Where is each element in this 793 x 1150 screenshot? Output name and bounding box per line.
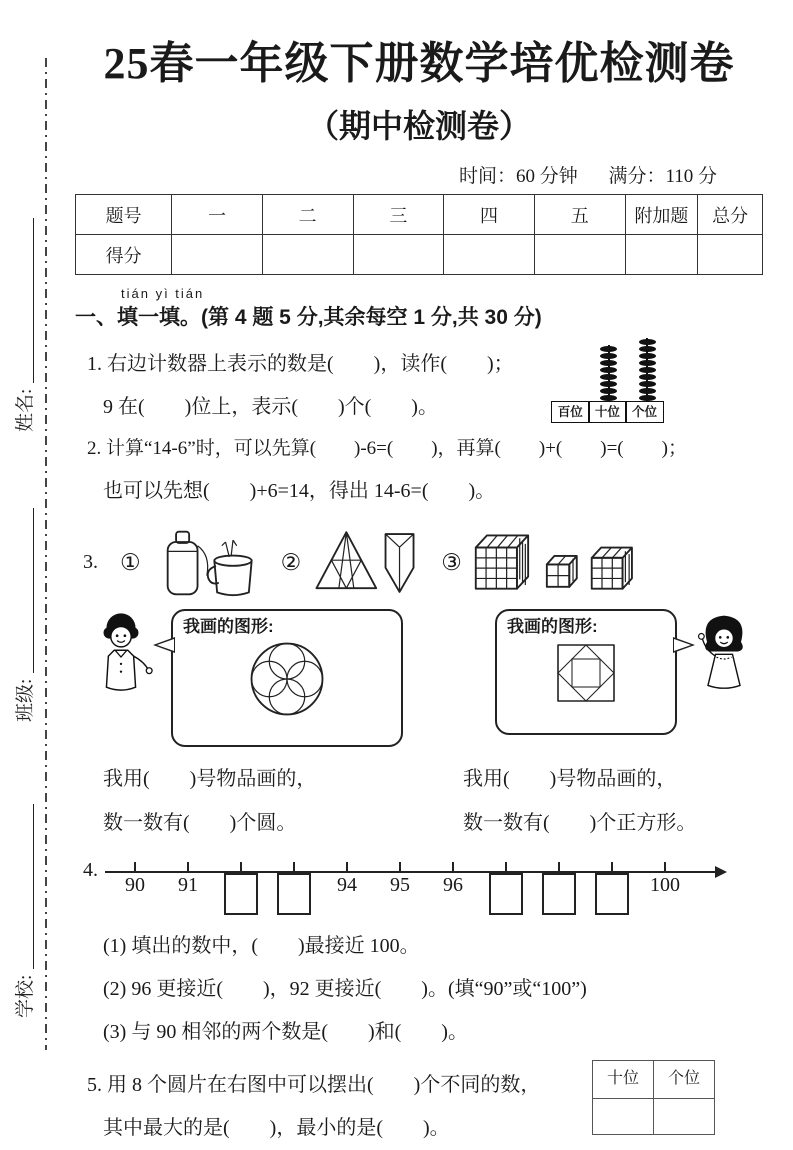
boy-bubble-label: 我画的图形: [183,616,274,636]
number-line-tick [399,862,401,873]
pinyin-annotation: tián yì tián [121,286,205,301]
number-line-tick [134,862,136,873]
number-line-tick [611,862,613,873]
tens-cell [593,1098,654,1134]
ones-cell [654,1098,715,1134]
fullscore-info: 满分：110 分 [608,166,717,187]
q4-subquestions [75,925,763,1054]
paper-subtitle: （期中检测卷） [306,108,531,144]
number-line-blank-box [542,873,576,915]
q3-kids-row [87,609,763,747]
name-label: 姓名: [14,388,36,432]
q4-sub2: (2) 96 更接近( )，92 更接近( )。(填“90”或“100”) [103,978,587,1001]
abacus-bead [600,395,617,401]
number-line-label: 96 [443,874,463,897]
number-line-tick [452,862,454,873]
paper-title: 25春一年级下册数学培优检测卷 [103,39,735,88]
q3-items-row [83,523,763,603]
question-5 [75,1064,763,1150]
girl-speech-bubble [495,609,677,735]
score-cell [444,235,535,275]
q1-line2: 9 在( )位上，表示( )个( )。 [103,396,438,418]
girl-figure [691,609,757,709]
number-line-label: 91 [178,874,198,897]
number-line-tick [187,862,189,873]
number-line-tick [664,862,666,873]
ones-header: 个位 [654,1061,715,1098]
place-value-table [592,1060,715,1134]
abacus-bead [600,374,617,380]
q5-line1: 5. 用 8 个圆片在右图中可以摆出( )个不同的数， [87,1074,541,1097]
score-cell [353,235,444,275]
abacus-bead [600,353,617,359]
score-col-1: 一 [172,195,263,235]
abacus-bead [639,395,656,401]
q4-sub1: (1) 填出的数中，( )最接近 100。 [103,935,420,958]
score-table-corner: 题号 [76,195,172,235]
fold-dashed-line [45,58,47,1050]
girl-with-bubble [495,609,757,735]
abacus-rod-tens [590,345,629,401]
question-4 [75,859,763,925]
question-2 [75,429,763,513]
number-line-label: 90 [125,874,145,897]
tens-header: 十位 [593,1061,654,1098]
number-line-label: 95 [390,874,410,897]
question-1 [75,343,763,429]
score-cell [534,235,625,275]
score-cell [625,235,698,275]
item-marker-2: ② [280,550,302,576]
abacus-rods [551,337,667,401]
abacus-bead [639,381,656,387]
boy-speech-bubble [171,609,403,747]
score-cell [172,235,263,275]
number-line-label: 94 [337,874,357,897]
margin-school-field [8,748,38,1018]
hundreds-place-label: 百位 [551,401,590,423]
q2-line1: 2. 计算“14-6”时，可以先算( )-6=( )，再算( )+( )=( )； [87,438,687,459]
abacus-bead [600,381,617,387]
score-table [75,194,763,275]
score-row-label: 得分 [76,235,172,275]
score-cell [698,235,763,275]
number-line-tick [346,862,348,873]
section-one-title: 一、填一填。(第 4 题 5 分,其余每空 1 分,共 30 分) [75,306,542,329]
score-col-total: 总分 [698,195,763,235]
q3-answers-row [75,757,763,845]
score-col-4: 四 [444,195,535,235]
abacus-rod-ones [628,338,667,401]
q2-line2: 也可以先想( )+6=14，得出 14-6=( )。 [103,479,496,502]
score-col-3: 三 [353,195,444,235]
boy-with-bubble [87,609,403,747]
number-line-blank-box [277,873,311,915]
q4-sub3: (3) 与 90 相邻的两个数是( )和( )。 [103,1021,468,1044]
counting-device-illustration [551,337,667,423]
name-blank-line [13,218,34,383]
q5-line2: 其中最大的是( )，最小的是( )。 [103,1117,450,1140]
boy-figure [87,609,155,711]
abacus-bead [639,367,656,373]
number-line-blank-box [595,873,629,915]
abacus-place-labels [551,401,667,423]
section-one-heading [75,286,763,331]
abacus-bead [600,367,617,373]
margin-class-field [8,452,38,722]
bubble-tail-left [153,637,175,653]
circles-figure [245,637,329,721]
time-info: 时间：60 分钟 [458,166,578,187]
q1-line1: 1. 右边计数器上表示的数是( )，读作( )； [87,353,514,375]
number-line-blank-box [224,873,258,915]
q3-left-answers [75,757,419,845]
abacus-bead [639,339,656,345]
q3-left-line2: 数一数有( )个圆。 [103,812,297,835]
question-3 [75,523,763,845]
score-col-2: 二 [262,195,353,235]
margin-name-field [8,162,38,432]
abacus-bead [600,346,617,352]
nested-squares-figure [550,637,622,709]
thermos-and-cup-illustration [149,523,261,603]
abacus-bead [639,360,656,366]
score-col-extra: 附加题 [625,195,698,235]
q4-number: 4. [83,859,98,882]
number-line-tick [505,862,507,873]
class-blank-line [13,508,34,673]
school-blank-line [13,804,34,969]
q3-number: 3. [83,551,98,574]
exam-meta [75,161,763,188]
item-marker-1: ① [120,550,141,576]
girl-bubble-label: 我画的图形: [507,616,598,636]
bubble-tail-right [673,637,695,653]
cubes-illustration [470,527,648,599]
school-label: 学校: [14,974,36,1018]
number-line-tick [240,862,242,873]
number-line-label: 100 [650,874,680,897]
q3-right-answers [419,757,763,845]
score-col-5: 五 [534,195,625,235]
q3-right-line1: 我用( )号物品画的， [463,768,677,791]
abacus-bead [639,374,656,380]
q3-left-line1: 我用( )号物品画的， [103,768,317,791]
number-line-blank-box [489,873,523,915]
pyramid-shapes-illustration [309,526,421,600]
number-line [105,859,763,925]
number-line-arrow [715,866,727,878]
q3-right-line2: 数一数有( )个正方形。 [463,812,697,835]
abacus-bead [600,388,617,394]
score-cell [262,235,353,275]
abacus-bead [600,360,617,366]
ones-place-label: 个位 [625,401,664,423]
item-marker-3: ③ [441,550,462,576]
abacus-bead [639,346,656,352]
number-line-tick [558,862,560,873]
abacus-bead [639,353,656,359]
tens-place-label: 十位 [588,401,627,423]
number-line-tick [293,862,295,873]
abacus-bead [639,388,656,394]
class-label: 班级: [14,678,36,722]
